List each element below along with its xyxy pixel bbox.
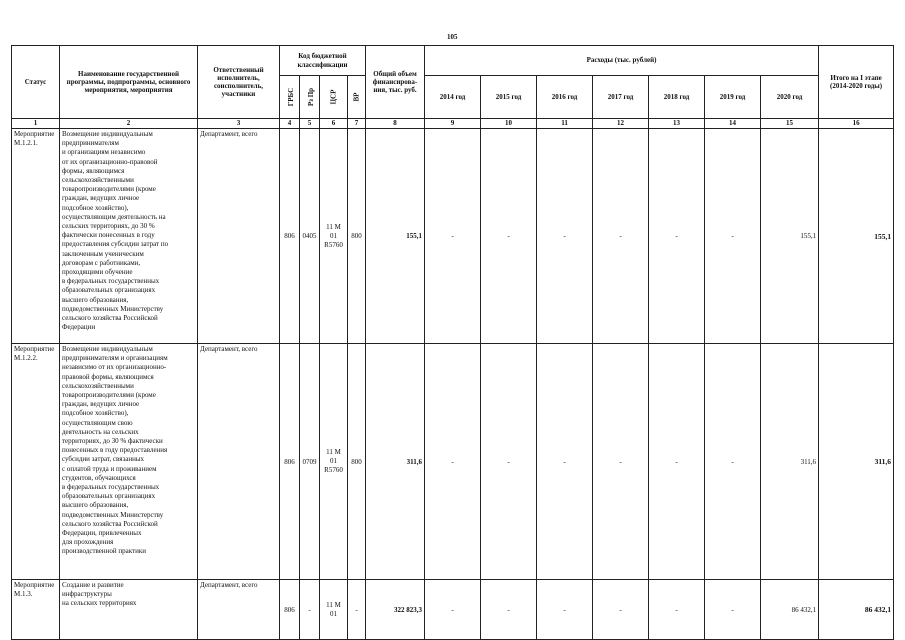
row-responsible: Департамент, всего [198,580,280,640]
row-stage-total: 311,6 [819,344,894,580]
column-number: 14 [705,119,761,129]
row-vr: 800 [348,344,366,580]
row-year-2014: - [425,129,481,344]
row-year-2015: - [481,580,537,640]
row-csr: 11 М 01 R5760 [320,129,348,344]
row-year-2014: - [425,580,481,640]
row-year-2020: 86 432,1 [761,580,819,640]
row-year-2015: - [481,129,537,344]
row-name: Возмещение индивидуальным предпринимателям и организациям независимо от их организационно- правовой формы, являющимся сельскохозяйственными товаропроизводителями (кроме граждан, ведущих личное подсобное хозяйство), осуществляющим свою деятельность на сельских территориях, до 30 % фактически понесенных в году предоставления субсидии затрат, связанных с оплатой труда и проживанием студентов, обучающихся в федеральных государственных образовательных организациях высшего образования, подведомственных Министерству сельского хозяйства Российской Федерации, привлеченных для прохождения производственной практики [60,344,198,580]
header-csr [320,76,348,119]
row-year-2018: - [649,129,705,344]
row-grbs: 806 [280,129,300,344]
row-csr: 11 М 01 [320,580,348,640]
column-number: 3 [198,119,280,129]
row-year-2018: - [649,580,705,640]
header-status: Статус [12,46,60,119]
header-budget-code: Код бюджетной классификации [280,46,366,76]
header-rzpr-label: Рз Пр [307,87,316,107]
header-csr-label: ЦСР [329,89,338,105]
row-vr: - [348,580,366,640]
row-total-funding: 155,1 [366,129,425,344]
header-year-2018: 2018 год [649,76,705,119]
column-number: 16 [819,119,894,129]
header-total-funding: Общий объем финансирова-ния, тыс. руб. [366,46,425,119]
row-year-2015: - [481,344,537,580]
header-year-2017: 2017 год [593,76,649,119]
column-number: 8 [366,119,425,129]
row-year-2020: 311,6 [761,344,819,580]
header-vr-label: ВР [352,92,361,102]
row-total-funding: 322 823,3 [366,580,425,640]
row-year-2016: - [537,129,593,344]
row-vr: 800 [348,129,366,344]
header-vr [348,76,366,119]
column-number: 13 [649,119,705,129]
row-status: Мероприятие М.1.3. [12,580,60,640]
header-rzpr [300,76,320,119]
row-responsible: Департамент, всего [198,344,280,580]
header-year-2016: 2016 год [537,76,593,119]
header-grbs [280,76,300,119]
row-year-2019: - [705,580,761,640]
row-rzpr: 0405 [300,129,320,344]
row-grbs: 806 [280,580,300,640]
column-number: 1 [12,119,60,129]
header-name: Наименование государственной программы, подпрограммы, основного мероприятия, мероприятия [60,46,198,119]
row-rzpr: 0709 [300,344,320,580]
row-total-funding: 311,6 [366,344,425,580]
row-year-2016: - [537,580,593,640]
row-year-2017: - [593,580,649,640]
row-year-2016: - [537,344,593,580]
column-number: 9 [425,119,481,129]
row-year-2020: 155,1 [761,129,819,344]
header-year-2019: 2019 год [705,76,761,119]
row-name: Создание и развитие инфраструктуры на сельских территориях [60,580,198,640]
row-name: Возмещение индивидуальным предпринимателям и организациям независимо от их организационно-правовой формы, являющимся сельскохозяйственными товаропроизводителями (кроме граждан, ведущих личное подсобное хозяйство), осуществляющим деятельность на сельских территориях, до 30 % фактически понесенных в году предоставления субсидии затрат по заключенным ученическим договорам с работниками, проходящими обучение в федеральных государственных образовательных организациях высшего образования, подведомственных Министерству сельского хозяйства Российской Федерации [60,129,198,344]
budget-table [11,45,894,640]
header-expenses: Расходы (тыс. рублей) [425,46,819,76]
row-year-2014: - [425,344,481,580]
header-year-2015: 2015 год [481,76,537,119]
row-responsible: Департамент, всего [198,129,280,344]
column-number: 5 [300,119,320,129]
row-stage-total: 86 432,1 [819,580,894,640]
row-status: Мероприятие М.1.2.2. [12,344,60,580]
row-year-2018: - [649,344,705,580]
header-stage-total: Итого на I этапе (2014-2020 годы) [819,46,894,119]
column-number: 7 [348,119,366,129]
table-row [12,580,894,640]
column-number: 2 [60,119,198,129]
row-year-2019: - [705,129,761,344]
row-csr: 11 М 01 R5760 [320,344,348,580]
header-responsible: Ответственный исполнитель, соисполнитель, участники [198,46,280,119]
row-status: Мероприятие М.1.2.1. [12,129,60,344]
table-row [12,344,894,580]
column-number: 4 [280,119,300,129]
header-grbs-label: ГРБС [287,87,296,107]
column-number: 15 [761,119,819,129]
row-stage-total: 155,1 [819,129,894,344]
row-rzpr: - [300,580,320,640]
header-year-2020: 2020 год [761,76,819,119]
column-number: 6 [320,119,348,129]
page-number: 105 [447,33,458,41]
column-number-row [12,119,894,129]
table-row [12,129,894,344]
row-year-2017: - [593,344,649,580]
row-year-2019: - [705,344,761,580]
row-year-2017: - [593,129,649,344]
row-grbs: 806 [280,344,300,580]
column-number: 11 [537,119,593,129]
header-year-2014: 2014 год [425,76,481,119]
column-number: 10 [481,119,537,129]
column-number: 12 [593,119,649,129]
